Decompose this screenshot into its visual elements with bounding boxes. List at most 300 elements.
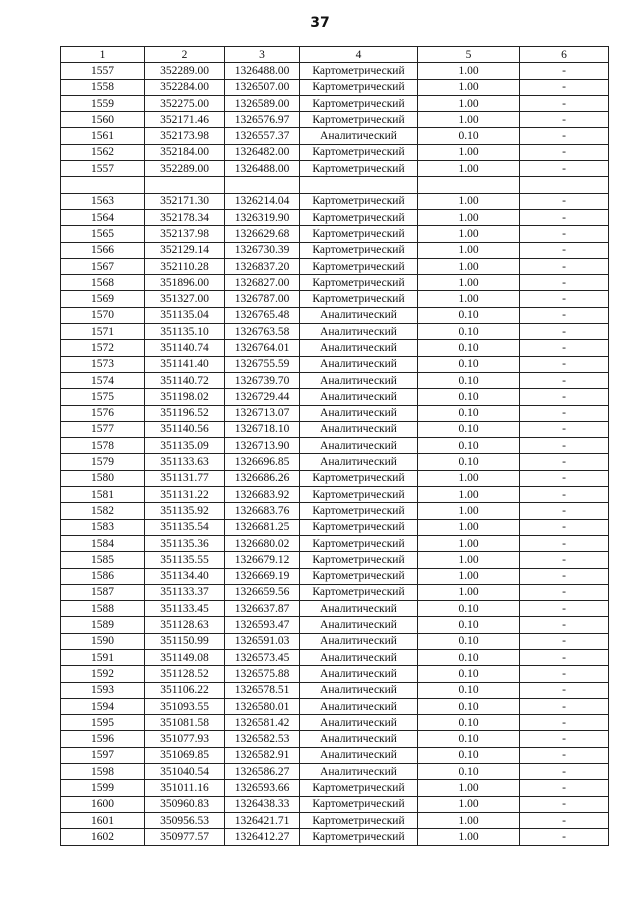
cell-x-coordinate: 351135.92 bbox=[145, 503, 225, 519]
cell-method: Аналитический bbox=[300, 633, 418, 649]
cell-x-coordinate: 351327.00 bbox=[145, 291, 225, 307]
cell-method: Картометрический bbox=[300, 812, 418, 828]
cell-note: - bbox=[520, 698, 609, 714]
cell-method: Картометрический bbox=[300, 63, 418, 79]
cell-accuracy: 1.00 bbox=[418, 79, 520, 95]
cell-method: Аналитический bbox=[300, 601, 418, 617]
cell-accuracy: 0.10 bbox=[418, 405, 520, 421]
table-row bbox=[61, 95, 609, 111]
table-row bbox=[61, 552, 609, 568]
cell-accuracy: 0.10 bbox=[418, 764, 520, 780]
cell-method: Картометрический bbox=[300, 258, 418, 274]
table-row bbox=[61, 698, 609, 714]
table-row bbox=[61, 633, 609, 649]
cell-y-coordinate: 1326718.10 bbox=[225, 421, 300, 437]
table-row bbox=[61, 405, 609, 421]
header-cell-6: 6 bbox=[520, 47, 609, 63]
cell-x-coordinate: 351133.63 bbox=[145, 454, 225, 470]
table-row bbox=[61, 731, 609, 747]
cell-y-coordinate: 1326507.00 bbox=[225, 79, 300, 95]
cell-x-coordinate: 352289.00 bbox=[145, 161, 225, 177]
cell-point-number bbox=[61, 177, 145, 193]
cell-point-number: 1559 bbox=[61, 95, 145, 111]
cell-y-coordinate: 1326581.42 bbox=[225, 715, 300, 731]
cell-accuracy: 1.00 bbox=[418, 829, 520, 845]
cell-y-coordinate: 1326686.26 bbox=[225, 470, 300, 486]
cell-accuracy: 0.10 bbox=[418, 649, 520, 665]
cell-accuracy: 0.10 bbox=[418, 682, 520, 698]
table-row bbox=[61, 568, 609, 584]
cell-note: - bbox=[520, 682, 609, 698]
table-row bbox=[61, 389, 609, 405]
cell-method: Картометрический bbox=[300, 193, 418, 209]
cell-note: - bbox=[520, 356, 609, 372]
cell-point-number: 1564 bbox=[61, 209, 145, 225]
cell-x-coordinate: 351131.22 bbox=[145, 487, 225, 503]
cell-y-coordinate: 1326582.91 bbox=[225, 747, 300, 763]
table-row bbox=[61, 666, 609, 682]
table-row bbox=[61, 242, 609, 258]
cell-point-number: 1575 bbox=[61, 389, 145, 405]
cell-y-coordinate: 1326580.01 bbox=[225, 698, 300, 714]
cell-point-number: 1583 bbox=[61, 519, 145, 535]
cell-y-coordinate: 1326763.58 bbox=[225, 324, 300, 340]
cell-y-coordinate: 1326593.66 bbox=[225, 780, 300, 796]
cell-point-number: 1602 bbox=[61, 829, 145, 845]
cell-point-number: 1573 bbox=[61, 356, 145, 372]
cell-point-number: 1577 bbox=[61, 421, 145, 437]
cell-accuracy: 0.10 bbox=[418, 666, 520, 682]
cell-y-coordinate: 1326764.01 bbox=[225, 340, 300, 356]
cell-method: Картометрический bbox=[300, 242, 418, 258]
cell-method: Картометрический bbox=[300, 487, 418, 503]
cell-note: - bbox=[520, 764, 609, 780]
cell-point-number: 1585 bbox=[61, 552, 145, 568]
cell-accuracy: 0.10 bbox=[418, 307, 520, 323]
cell-point-number: 1567 bbox=[61, 258, 145, 274]
cell-x-coordinate: 351135.36 bbox=[145, 535, 225, 551]
cell-point-number: 1570 bbox=[61, 307, 145, 323]
cell-point-number: 1563 bbox=[61, 193, 145, 209]
cell-point-number: 1580 bbox=[61, 470, 145, 486]
cell-y-coordinate: 1326837.20 bbox=[225, 258, 300, 274]
cell-note: - bbox=[520, 209, 609, 225]
cell-method: Аналитический bbox=[300, 617, 418, 633]
cell-x-coordinate: 351196.52 bbox=[145, 405, 225, 421]
cell-method: Аналитический bbox=[300, 715, 418, 731]
cell-y-coordinate: 1326421.71 bbox=[225, 812, 300, 828]
cell-y-coordinate: 1326696.85 bbox=[225, 454, 300, 470]
cell-accuracy: 1.00 bbox=[418, 112, 520, 128]
cell-note: - bbox=[520, 372, 609, 388]
cell-point-number: 1557 bbox=[61, 161, 145, 177]
cell-x-coordinate: 351081.58 bbox=[145, 715, 225, 731]
cell-y-coordinate: 1326765.48 bbox=[225, 307, 300, 323]
cell-note: - bbox=[520, 421, 609, 437]
cell-method: Картометрический bbox=[300, 226, 418, 242]
cell-x-coordinate: 352284.00 bbox=[145, 79, 225, 95]
cell-note: - bbox=[520, 715, 609, 731]
cell-accuracy: 1.00 bbox=[418, 144, 520, 160]
cell-point-number: 1584 bbox=[61, 535, 145, 551]
cell-point-number: 1562 bbox=[61, 144, 145, 160]
cell-note: - bbox=[520, 242, 609, 258]
cell-accuracy: 1.00 bbox=[418, 209, 520, 225]
cell-note: - bbox=[520, 63, 609, 79]
cell-note: - bbox=[520, 193, 609, 209]
header-cell-3: 3 bbox=[225, 47, 300, 63]
cell-note: - bbox=[520, 487, 609, 503]
cell-note: - bbox=[520, 258, 609, 274]
cell-method: Картометрический bbox=[300, 112, 418, 128]
cell-accuracy: 0.10 bbox=[418, 454, 520, 470]
cell-y-coordinate: 1326573.45 bbox=[225, 649, 300, 665]
cell-y-coordinate: 1326482.00 bbox=[225, 144, 300, 160]
cell-note: - bbox=[520, 470, 609, 486]
table-row bbox=[61, 535, 609, 551]
cell-note: - bbox=[520, 79, 609, 95]
table-row bbox=[61, 764, 609, 780]
table-row bbox=[61, 144, 609, 160]
table-row bbox=[61, 829, 609, 845]
cell-x-coordinate: 351135.55 bbox=[145, 552, 225, 568]
table-row bbox=[61, 780, 609, 796]
cell-point-number: 1566 bbox=[61, 242, 145, 258]
cell-y-coordinate: 1326827.00 bbox=[225, 275, 300, 291]
cell-y-coordinate: 1326578.51 bbox=[225, 682, 300, 698]
cell-x-coordinate: 351133.45 bbox=[145, 601, 225, 617]
cell-x-coordinate: 351149.08 bbox=[145, 649, 225, 665]
cell-y-coordinate: 1326586.27 bbox=[225, 764, 300, 780]
cell-x-coordinate: 351093.55 bbox=[145, 698, 225, 714]
cell-point-number: 1590 bbox=[61, 633, 145, 649]
cell-y-coordinate: 1326582.53 bbox=[225, 731, 300, 747]
cell-accuracy: 0.10 bbox=[418, 372, 520, 388]
table-row bbox=[61, 161, 609, 177]
cell-y-coordinate: 1326575.88 bbox=[225, 666, 300, 682]
cell-point-number: 1592 bbox=[61, 666, 145, 682]
cell-point-number: 1600 bbox=[61, 796, 145, 812]
cell-accuracy: 1.00 bbox=[418, 161, 520, 177]
cell-accuracy: 1.00 bbox=[418, 519, 520, 535]
cell-x-coordinate: 351150.99 bbox=[145, 633, 225, 649]
table-row bbox=[61, 275, 609, 291]
cell-note: - bbox=[520, 796, 609, 812]
cell-note: - bbox=[520, 307, 609, 323]
cell-y-coordinate: 1326683.92 bbox=[225, 487, 300, 503]
table-row bbox=[61, 682, 609, 698]
table-row bbox=[61, 796, 609, 812]
page-number: 37 bbox=[310, 15, 330, 31]
table-row bbox=[61, 715, 609, 731]
header-cell-2: 2 bbox=[145, 47, 225, 63]
cell-method: Картометрический bbox=[300, 79, 418, 95]
cell-y-coordinate: 1326713.90 bbox=[225, 438, 300, 454]
cell-method bbox=[300, 177, 418, 193]
cell-note: - bbox=[520, 649, 609, 665]
cell-x-coordinate: 350977.57 bbox=[145, 829, 225, 845]
cell-y-coordinate: 1326214.04 bbox=[225, 193, 300, 209]
cell-y-coordinate: 1326730.39 bbox=[225, 242, 300, 258]
cell-point-number: 1565 bbox=[61, 226, 145, 242]
cell-y-coordinate: 1326669.19 bbox=[225, 568, 300, 584]
table-row bbox=[61, 519, 609, 535]
cell-accuracy: 1.00 bbox=[418, 258, 520, 274]
cell-method: Аналитический bbox=[300, 340, 418, 356]
cell-x-coordinate: 352289.00 bbox=[145, 63, 225, 79]
cell-y-coordinate: 1326679.12 bbox=[225, 552, 300, 568]
cell-point-number: 1597 bbox=[61, 747, 145, 763]
cell-y-coordinate: 1326637.87 bbox=[225, 601, 300, 617]
header-cell-1: 1 bbox=[61, 47, 145, 63]
cell-note: - bbox=[520, 617, 609, 633]
cell-accuracy: 0.10 bbox=[418, 356, 520, 372]
cell-method: Картометрический bbox=[300, 535, 418, 551]
cell-point-number: 1586 bbox=[61, 568, 145, 584]
cell-point-number: 1561 bbox=[61, 128, 145, 144]
cell-x-coordinate: 351896.00 bbox=[145, 275, 225, 291]
cell-method: Картометрический bbox=[300, 161, 418, 177]
cell-accuracy: 0.10 bbox=[418, 340, 520, 356]
table-row bbox=[61, 584, 609, 600]
cell-method: Аналитический bbox=[300, 307, 418, 323]
cell-x-coordinate: 352171.46 bbox=[145, 112, 225, 128]
cell-accuracy: 1.00 bbox=[418, 193, 520, 209]
table-row bbox=[61, 438, 609, 454]
cell-accuracy: 0.10 bbox=[418, 617, 520, 633]
cell-point-number: 1587 bbox=[61, 584, 145, 600]
cell-accuracy: 1.00 bbox=[418, 487, 520, 503]
cell-note: - bbox=[520, 438, 609, 454]
cell-y-coordinate: 1326739.70 bbox=[225, 372, 300, 388]
cell-y-coordinate: 1326412.27 bbox=[225, 829, 300, 845]
cell-note: - bbox=[520, 535, 609, 551]
cell-accuracy: 1.00 bbox=[418, 796, 520, 812]
table-row bbox=[61, 503, 609, 519]
cell-accuracy: 0.10 bbox=[418, 731, 520, 747]
cell-accuracy: 1.00 bbox=[418, 275, 520, 291]
cell-point-number: 1572 bbox=[61, 340, 145, 356]
cell-x-coordinate: 351106.22 bbox=[145, 682, 225, 698]
cell-note: - bbox=[520, 324, 609, 340]
cell-x-coordinate: 352129.14 bbox=[145, 242, 225, 258]
cell-method: Аналитический bbox=[300, 356, 418, 372]
cell-x-coordinate: 352173.98 bbox=[145, 128, 225, 144]
cell-y-coordinate: 1326729.44 bbox=[225, 389, 300, 405]
cell-note: - bbox=[520, 291, 609, 307]
table-row bbox=[61, 291, 609, 307]
cell-note: - bbox=[520, 503, 609, 519]
header-cell-5: 5 bbox=[418, 47, 520, 63]
table-row bbox=[61, 324, 609, 340]
cell-y-coordinate: 1326680.02 bbox=[225, 535, 300, 551]
table-body bbox=[61, 63, 609, 845]
cell-x-coordinate: 351128.63 bbox=[145, 617, 225, 633]
cell-y-coordinate: 1326591.03 bbox=[225, 633, 300, 649]
cell-x-coordinate: 351011.16 bbox=[145, 780, 225, 796]
cell-accuracy: 1.00 bbox=[418, 568, 520, 584]
cell-note: - bbox=[520, 95, 609, 111]
cell-x-coordinate: 351141.40 bbox=[145, 356, 225, 372]
cell-note: - bbox=[520, 340, 609, 356]
cell-y-coordinate: 1326557.37 bbox=[225, 128, 300, 144]
cell-y-coordinate: 1326589.00 bbox=[225, 95, 300, 111]
cell-y-coordinate: 1326576.97 bbox=[225, 112, 300, 128]
table-row bbox=[61, 356, 609, 372]
cell-method: Аналитический bbox=[300, 764, 418, 780]
cell-note: - bbox=[520, 161, 609, 177]
cell-method: Аналитический bbox=[300, 731, 418, 747]
cell-method: Аналитический bbox=[300, 682, 418, 698]
cell-point-number: 1581 bbox=[61, 487, 145, 503]
cell-method: Картометрический bbox=[300, 780, 418, 796]
cell-x-coordinate: 351133.37 bbox=[145, 584, 225, 600]
cell-accuracy: 1.00 bbox=[418, 63, 520, 79]
cell-accuracy: 1.00 bbox=[418, 503, 520, 519]
table-row bbox=[61, 193, 609, 209]
table-row bbox=[61, 617, 609, 633]
cell-note: - bbox=[520, 112, 609, 128]
cell-method: Картометрический bbox=[300, 95, 418, 111]
cell-accuracy: 0.10 bbox=[418, 747, 520, 763]
cell-accuracy: 1.00 bbox=[418, 552, 520, 568]
table-row bbox=[61, 79, 609, 95]
cell-accuracy: 0.10 bbox=[418, 324, 520, 340]
cell-note: - bbox=[520, 128, 609, 144]
cell-note: - bbox=[520, 780, 609, 796]
cell-method: Аналитический bbox=[300, 389, 418, 405]
cell-method: Картометрический bbox=[300, 568, 418, 584]
cell-note: - bbox=[520, 584, 609, 600]
cell-method: Аналитический bbox=[300, 649, 418, 665]
cell-method: Аналитический bbox=[300, 372, 418, 388]
cell-point-number: 1591 bbox=[61, 649, 145, 665]
cell-note: - bbox=[520, 454, 609, 470]
cell-point-number: 1599 bbox=[61, 780, 145, 796]
cell-point-number: 1574 bbox=[61, 372, 145, 388]
cell-y-coordinate: 1326755.59 bbox=[225, 356, 300, 372]
cell-note: - bbox=[520, 144, 609, 160]
table-row bbox=[61, 470, 609, 486]
cell-note: - bbox=[520, 601, 609, 617]
cell-x-coordinate: 351040.54 bbox=[145, 764, 225, 780]
cell-method: Картометрический bbox=[300, 796, 418, 812]
cell-method: Картометрический bbox=[300, 144, 418, 160]
cell-note bbox=[520, 177, 609, 193]
cell-note: - bbox=[520, 226, 609, 242]
cell-point-number: 1569 bbox=[61, 291, 145, 307]
cell-accuracy: 1.00 bbox=[418, 226, 520, 242]
cell-point-number: 1576 bbox=[61, 405, 145, 421]
cell-accuracy: 1.00 bbox=[418, 812, 520, 828]
header-row bbox=[61, 47, 609, 63]
cell-accuracy bbox=[418, 177, 520, 193]
cell-method: Картометрический bbox=[300, 584, 418, 600]
header-cell-4: 4 bbox=[300, 47, 418, 63]
cell-x-coordinate: 351135.54 bbox=[145, 519, 225, 535]
cell-method: Картометрический bbox=[300, 829, 418, 845]
cell-x-coordinate: 352110.28 bbox=[145, 258, 225, 274]
table-row bbox=[61, 372, 609, 388]
cell-point-number: 1582 bbox=[61, 503, 145, 519]
table-row bbox=[61, 112, 609, 128]
cell-x-coordinate: 352275.00 bbox=[145, 95, 225, 111]
cell-accuracy: 0.10 bbox=[418, 633, 520, 649]
cell-accuracy: 0.10 bbox=[418, 128, 520, 144]
cell-point-number: 1560 bbox=[61, 112, 145, 128]
table-row bbox=[61, 601, 609, 617]
table-row bbox=[61, 226, 609, 242]
cell-point-number: 1571 bbox=[61, 324, 145, 340]
cell-point-number: 1589 bbox=[61, 617, 145, 633]
cell-point-number: 1557 bbox=[61, 63, 145, 79]
cell-x-coordinate: 351135.10 bbox=[145, 324, 225, 340]
cell-accuracy: 1.00 bbox=[418, 584, 520, 600]
cell-x-coordinate: 351135.09 bbox=[145, 438, 225, 454]
cell-note: - bbox=[520, 519, 609, 535]
cell-x-coordinate: 350960.83 bbox=[145, 796, 225, 812]
cell-x-coordinate: 351198.02 bbox=[145, 389, 225, 405]
cell-point-number: 1578 bbox=[61, 438, 145, 454]
cell-accuracy: 0.10 bbox=[418, 601, 520, 617]
cell-y-coordinate: 1326488.00 bbox=[225, 161, 300, 177]
cell-point-number: 1598 bbox=[61, 764, 145, 780]
table-row bbox=[61, 747, 609, 763]
cell-note: - bbox=[520, 552, 609, 568]
cell-note: - bbox=[520, 747, 609, 763]
cell-note: - bbox=[520, 731, 609, 747]
table-row bbox=[61, 258, 609, 274]
cell-x-coordinate: 351135.04 bbox=[145, 307, 225, 323]
cell-method: Картометрический bbox=[300, 503, 418, 519]
table-row bbox=[61, 63, 609, 79]
cell-accuracy: 1.00 bbox=[418, 95, 520, 111]
table-row bbox=[61, 487, 609, 503]
cell-accuracy: 1.00 bbox=[418, 242, 520, 258]
cell-y-coordinate bbox=[225, 177, 300, 193]
cell-x-coordinate: 351077.93 bbox=[145, 731, 225, 747]
cell-method: Аналитический bbox=[300, 438, 418, 454]
table-row bbox=[61, 649, 609, 665]
cell-y-coordinate: 1326629.68 bbox=[225, 226, 300, 242]
cell-x-coordinate bbox=[145, 177, 225, 193]
cell-y-coordinate: 1326683.76 bbox=[225, 503, 300, 519]
cell-x-coordinate: 351069.85 bbox=[145, 747, 225, 763]
cell-method: Картометрический bbox=[300, 291, 418, 307]
cell-note: - bbox=[520, 829, 609, 845]
cell-y-coordinate: 1326787.00 bbox=[225, 291, 300, 307]
cell-y-coordinate: 1326488.00 bbox=[225, 63, 300, 79]
cell-accuracy: 0.10 bbox=[418, 698, 520, 714]
cell-accuracy: 1.00 bbox=[418, 291, 520, 307]
cell-point-number: 1593 bbox=[61, 682, 145, 698]
cell-y-coordinate: 1326659.56 bbox=[225, 584, 300, 600]
table-header bbox=[61, 47, 609, 63]
cell-point-number: 1596 bbox=[61, 731, 145, 747]
cell-x-coordinate: 351134.40 bbox=[145, 568, 225, 584]
table-row bbox=[61, 128, 609, 144]
cell-x-coordinate: 351140.72 bbox=[145, 372, 225, 388]
table-row bbox=[61, 340, 609, 356]
cell-method: Аналитический bbox=[300, 405, 418, 421]
cell-accuracy: 0.10 bbox=[418, 389, 520, 405]
cell-method: Картометрический bbox=[300, 275, 418, 291]
cell-method: Картометрический bbox=[300, 470, 418, 486]
cell-note: - bbox=[520, 812, 609, 828]
cell-point-number: 1568 bbox=[61, 275, 145, 291]
cell-note: - bbox=[520, 633, 609, 649]
table-row bbox=[61, 454, 609, 470]
